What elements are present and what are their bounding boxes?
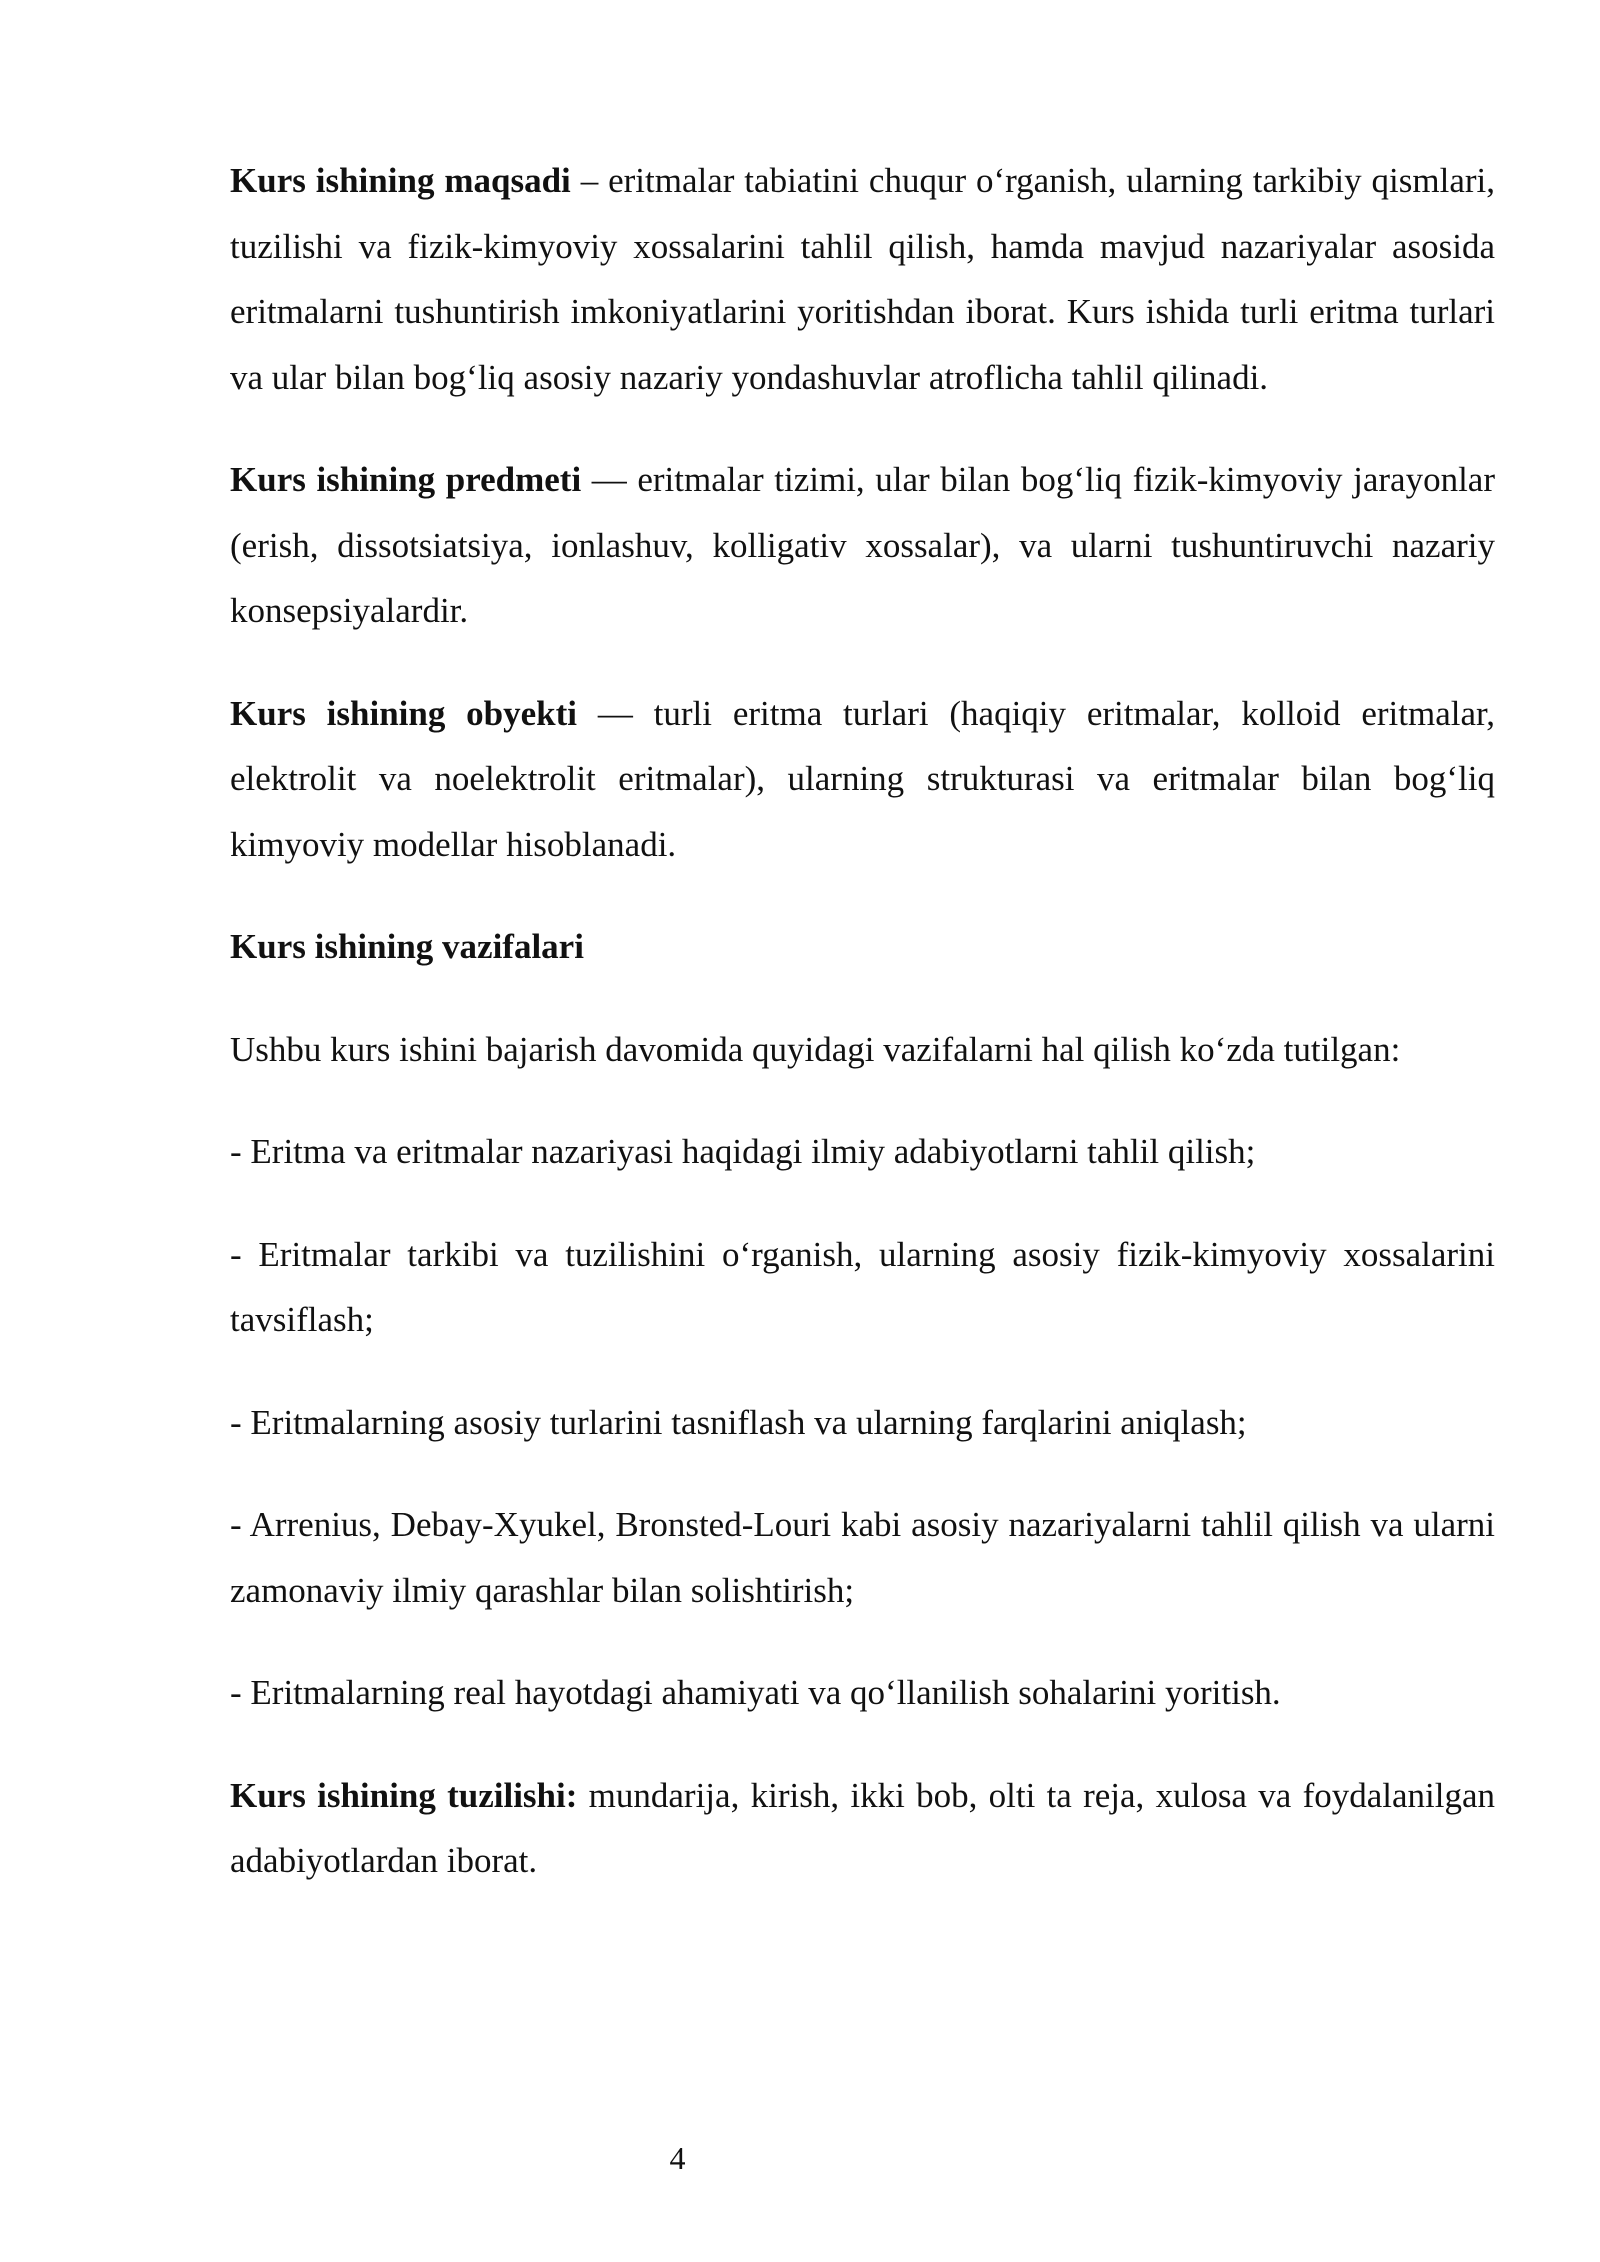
page-number: 4 [669, 2140, 686, 2176]
tasks-heading: Kurs ishining vazifalari [230, 927, 584, 966]
task-item-5: - Eritmalarning real hayotdagi ahamiyati va qo‘llanilish sohalarini yoritish. [230, 1673, 1281, 1712]
structure-heading: Kurs ishining tuzilishi: [230, 1775, 578, 1815]
object-paragraph [230, 681, 1495, 878]
document-page [230, 148, 1495, 1931]
goal-text: – eritmalar tabiatini chuqur o‘rganish, ularning tarkibiy qismlari, tuzilishi va fizik-kimyoviy xossalarini tahlil qilish, hamda mavjud nazariyalar asosida eritmalarni tushuntirish imkoniyatlarini yoritishdan iborat. Kurs ishida turli eritma turlari va ular bilan bog‘liq asosiy nazariy yondashuvlar atroflicha tahlil qilinadi. [230, 161, 1495, 397]
object-heading: Kurs ishining obyekti [230, 693, 578, 733]
subject-heading: Kurs ishining predmeti [230, 460, 582, 499]
subject-text: — eritmalar tizimi, ular bilan bog‘liq fizik-kimyoviy jarayonlar (erish, dissotsiatsiya, ionlashuv, kolligativ xossalar), va ularni tushuntiruvchi nazariy konsepsiyalardir. [230, 460, 1495, 630]
task-item-3: - Eritmalarning asosiy turlarini tasniflash va ularning farqlarini aniqlash; [230, 1402, 1247, 1442]
object-text: — turli eritma turlari (haqiqiy eritmalar, kolloid eritmalar, elektrolit va noelektrolit eritmalar), ularning strukturasi va eritmalar bilan bog‘liq kimyoviy modellar hisoblanadi. [230, 693, 1495, 864]
task-item-4: - Arrenius, Debay-Xyukel, Bronsted-Louri kabi asosiy nazariyalarni tahlil qilish va ularni zamonaviy ilmiy qarashlar bilan solishtirish; [230, 1505, 1495, 1610]
task-item-2: - Eritmalar tarkibi va tuzilishini o‘rganish, ularning asosiy fizik-kimyoviy xossalarini tavsiflash; [230, 1234, 1495, 1339]
structure-paragraph [230, 1763, 1495, 1894]
goal-paragraph [230, 148, 1495, 410]
subject-paragraph [230, 447, 1495, 644]
goal-heading: Kurs ishining maqsadi [230, 161, 571, 200]
structure-text: mundarija, kirish, ikki bob, olti ta reja, xulosa va foydalanilgan adabiyotlardan iborat. [230, 1775, 1495, 1880]
task-item-1: - Eritma va eritmalar nazariyasi haqidagi ilmiy adabiyotlarni tahlil qilish; [230, 1132, 1256, 1171]
tasks-intro: Ushbu kurs ishini bajarish davomida quyidagi vazifalarni hal qilish ko‘zda tutilgan: [230, 1029, 1401, 1069]
